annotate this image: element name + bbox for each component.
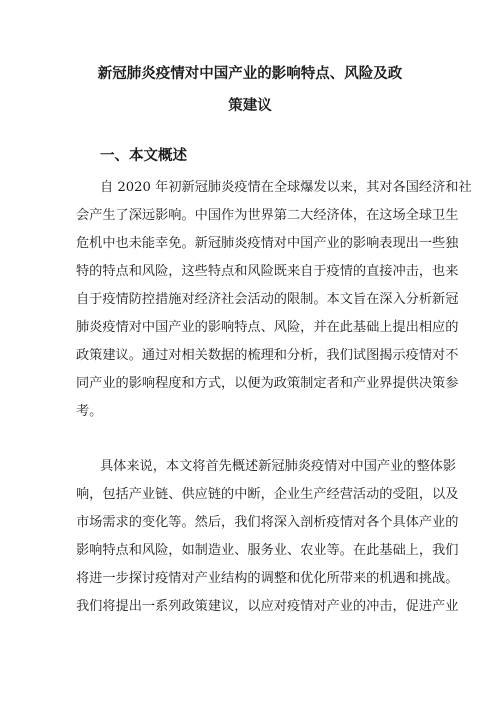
paragraph-line: 政策建议。通过对相关数据的梳理和分析，我们试图揭示疫情对不 — [76, 348, 459, 363]
paragraph-line: 我们将提出一系列政策建议，以应对疫情对产业的冲击，促进产业 — [76, 599, 459, 614]
paragraph-line: 自 2020 年初新冠肺炎疫情在全球爆发以来，其对各国经济和社 — [100, 180, 472, 195]
paragraph-line: 响，包括产业链、供应链的中断，企业生产经营活动的受阻，以及 — [76, 487, 459, 502]
paragraph-line: 具体来说，本文将首先概述新冠肺炎疫情对中国产业的整体影 — [100, 459, 457, 474]
paragraph-line: 会产生了深远影响。中国作为世界第二大经济体，在这场全球卫生 — [76, 208, 459, 223]
document-title-line-1: 新冠肺炎疫情对中国产业的影响特点、风险及政 — [97, 65, 403, 82]
paragraph-line: 特的特点和风险，这些特点和风险既来自于疫情的直接冲击，也来 — [76, 264, 459, 279]
paragraph-line: 市场需求的变化等。然后，我们将深入剖析疫情对各个具体产业的 — [76, 515, 459, 530]
section-heading: 一、本文概述 — [100, 147, 187, 164]
paragraph-line: 危机中也未能幸免。新冠肺炎疫情对中国产业的影响表现出一些独 — [76, 236, 459, 251]
paragraph-line: 同产业的影响程度和方式，以便为政策制定者和产业界提供决策参 — [76, 376, 459, 391]
paragraph-line: 影响特点和风险，如制造业、服务业、农业等。在此基础上，我们 — [76, 543, 459, 558]
document-title-line-2: 策建议 — [228, 97, 272, 114]
paragraph-line: 肺炎疫情对中国产业的影响特点、风险，并在此基础上提出相应的 — [76, 320, 459, 335]
paragraph-line: 将进一步探讨疫情对产业结构的调整和优化所带来的机遇和挑战。 — [76, 571, 459, 586]
paragraph-line: 自于疫情防控措施对经济社会活动的限制。本文旨在深入分析新冠 — [76, 292, 459, 307]
paragraph-line: 考。 — [76, 404, 103, 419]
